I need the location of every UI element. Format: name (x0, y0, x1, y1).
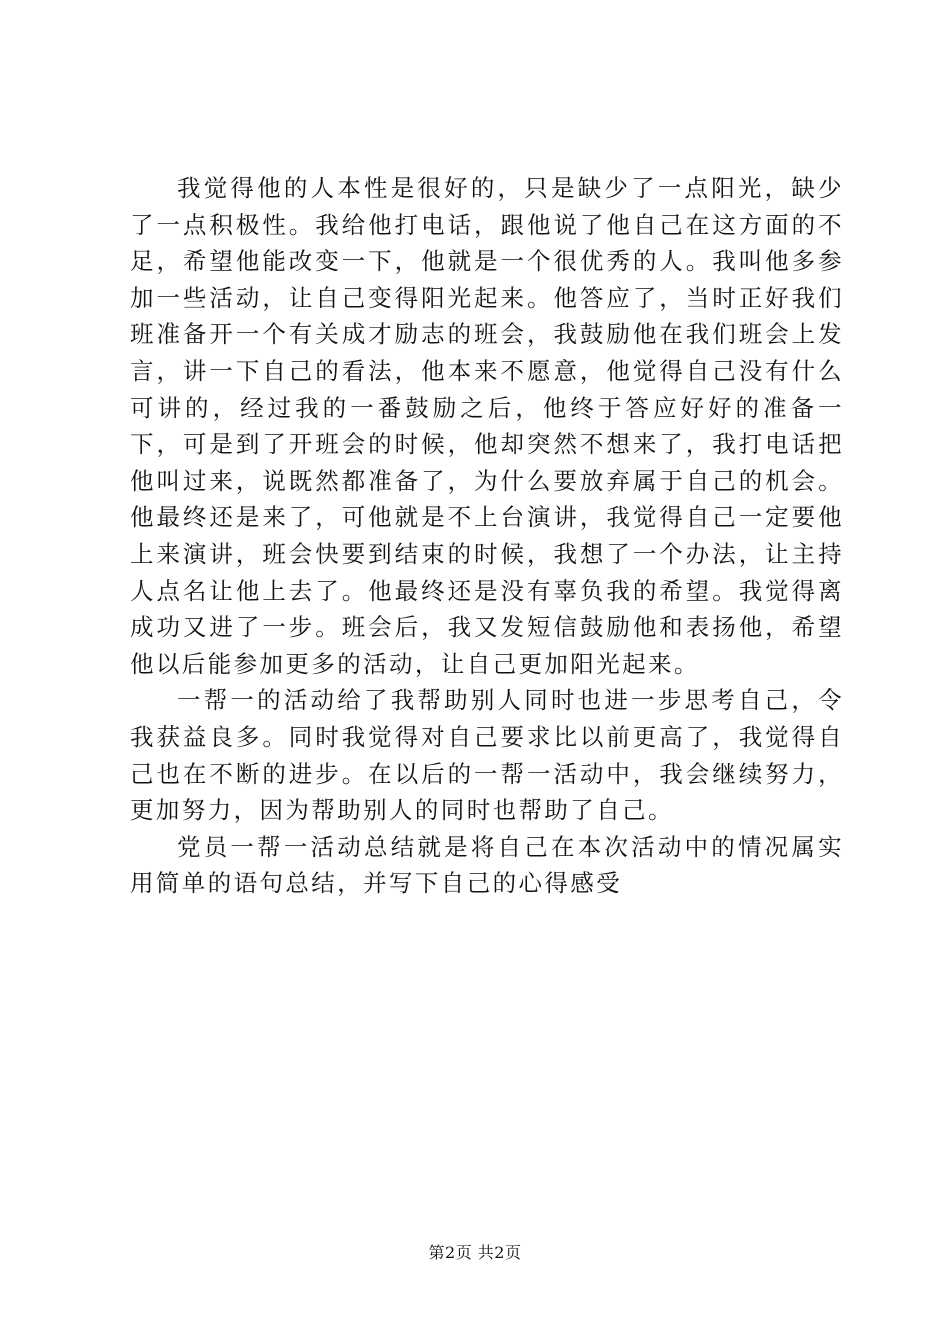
paragraph-2: 一帮一的活动给了我帮助别人同时也进一步思考自己，令我获益良多。同时我觉得对自己要求比以前更高了，我觉得自己也在不断的进步。在以后的一帮一活动中，我会继续努力，更加努力，因为帮助别人的同时也帮助了自己。 (130, 686, 844, 825)
document-body (130, 170, 844, 902)
page-footer (0, 1241, 950, 1265)
page-number: 第2页 共2页 (428, 1243, 522, 1262)
paragraph-1: 我觉得他的人本性是很好的，只是缺少了一点阳光，缺少了一点积极性。我给他打电话，跟他说了他自己在这方面的不足，希望他能改变一下，他就是一个很优秀的人。我叫他多参加一些活动，让自己变得阳光起来。他答应了，当时正好我们班准备开一个有关成才励志的班会，我鼓励他在我们班会上发言，讲一下自己的看法，他本来不愿意，他觉得自己没有什么可讲的，经过我的一番鼓励之后，他终于答应好好的准备一下，可是到了开班会的时候，他却突然不想来了，我打电话把他叫过来，说既然都准备了，为什么要放弃属于自己的机会。他最终还是来了，可他就是不上台演讲，我觉得自己一定要他上来演讲，班会快要到结束的时候，我想了一个办法，让主持人点名让他上去了。他最终还是没有辜负我的希望。我觉得离成功又进了一步。班会后，我又发短信鼓励他和表扬他，希望他以后能参加更多的活动，让自己更加阳光起来。 (130, 174, 844, 678)
paragraph-3: 党员一帮一活动总结就是将自己在本次活动中的情况属实用简单的语句总结，并写下自己的心得感受 (130, 832, 844, 898)
